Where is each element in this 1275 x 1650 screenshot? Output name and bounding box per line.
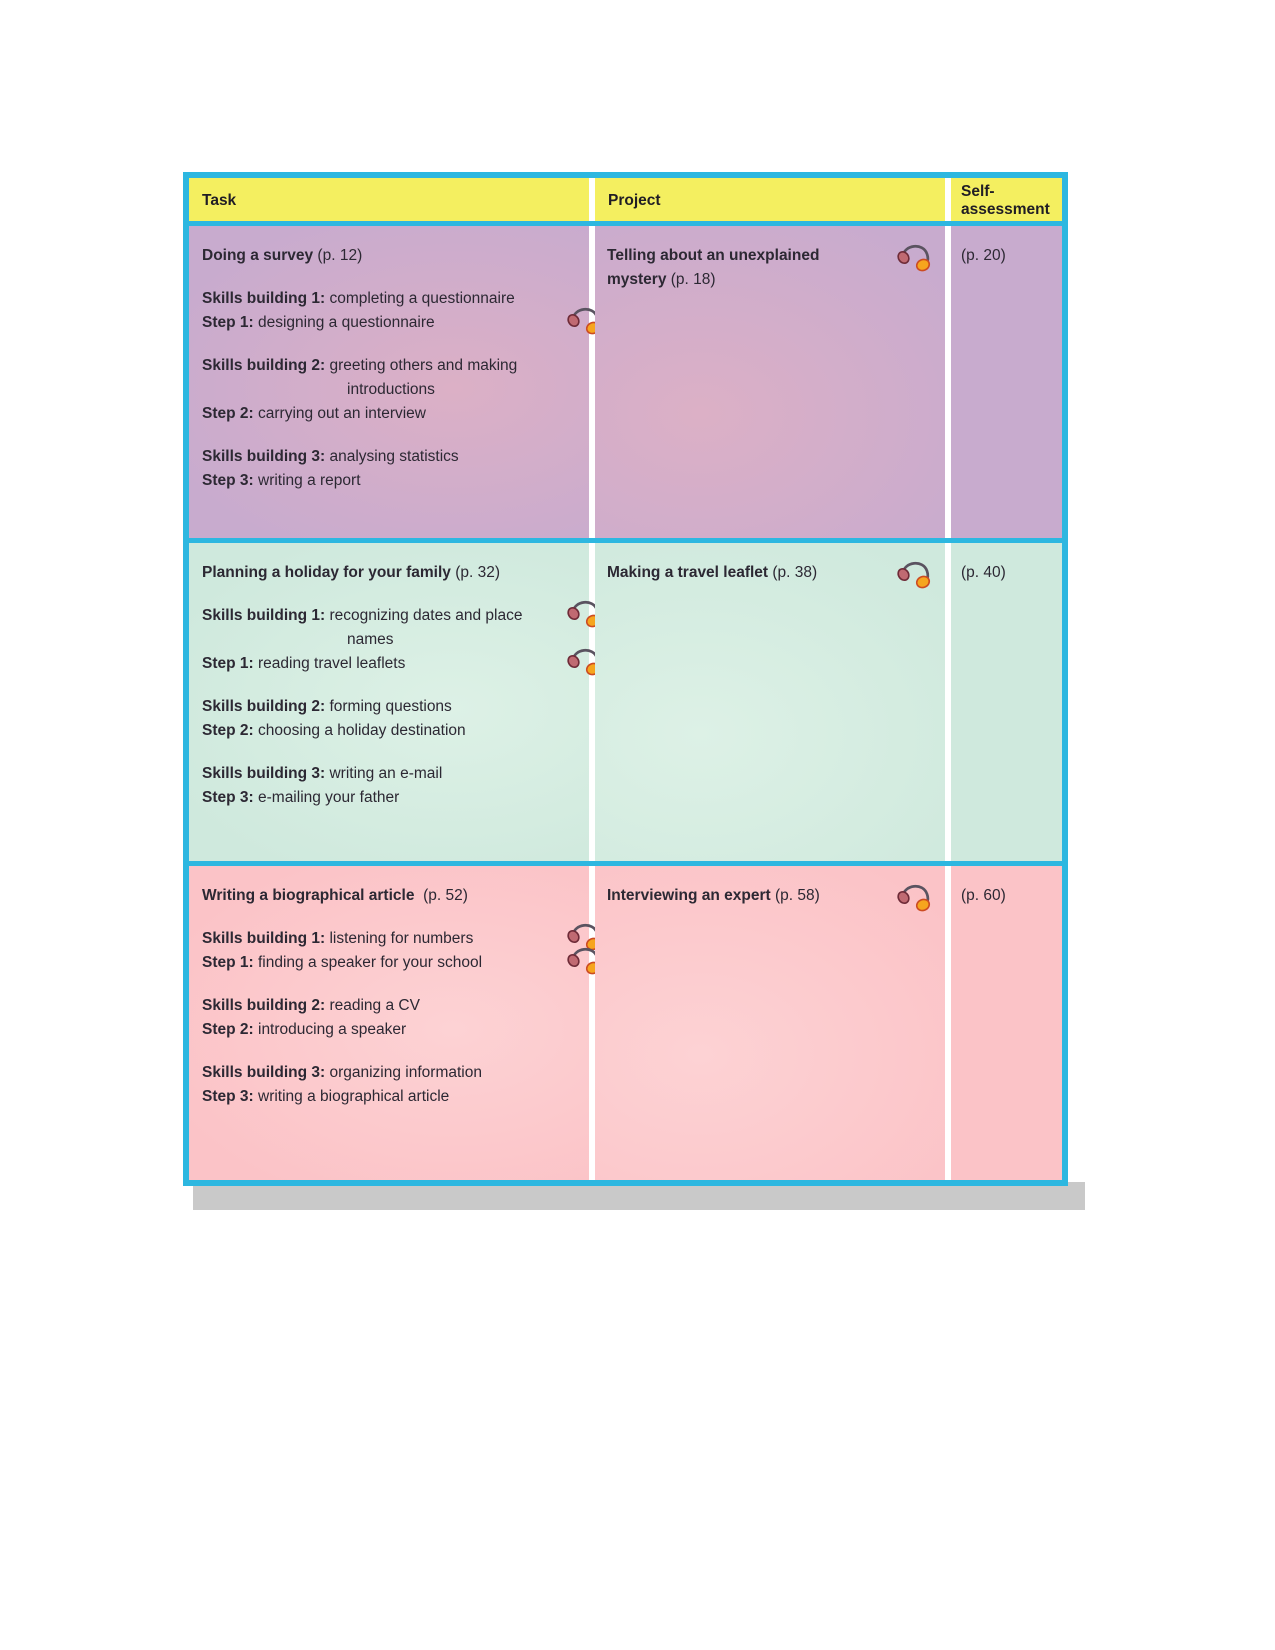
task-line (202, 604, 589, 628)
project-cell (595, 226, 945, 538)
text-segment: mystery (607, 271, 667, 288)
task-line (202, 927, 589, 951)
text-segment: introductions (347, 381, 435, 398)
self-assessment-cell (951, 543, 1062, 861)
task-line (202, 994, 589, 1018)
text-segment: e-mailing your father (253, 789, 400, 806)
task-line (202, 354, 589, 378)
text-segment: Step 2: (202, 405, 254, 422)
text-segment: Step 1: (202, 954, 254, 971)
text-segment: introducing a speaker (253, 1021, 407, 1038)
project-line (607, 244, 935, 268)
task-line (202, 469, 589, 493)
task-line (202, 652, 589, 676)
project-line (607, 561, 935, 585)
text-segment: Step 2: (202, 722, 254, 739)
text-segment: Skills building 2: (202, 698, 326, 715)
text-segment: writing a biographical article (253, 1088, 450, 1105)
text-segment: reading travel leaflets (253, 655, 406, 672)
text-segment: Step 3: (202, 1088, 254, 1105)
text-segment: Interviewing an expert (607, 887, 771, 904)
text-segment: Step 2: (202, 1021, 254, 1038)
text-segment: Telling about an unexplained (607, 247, 820, 264)
task-line (202, 762, 589, 786)
text-segment: Step 3: (202, 472, 254, 489)
task-block (202, 561, 589, 585)
text-segment: Step 1: (202, 314, 254, 331)
text-segment: (p. 52) (414, 887, 468, 904)
task-block (202, 354, 589, 426)
task-line (202, 884, 589, 908)
contents-table (183, 172, 1068, 1186)
task-line (202, 1085, 589, 1109)
text-segment: completing a questionnaire (325, 290, 515, 307)
task-block (202, 604, 589, 676)
project-block (607, 244, 935, 292)
project-cell (595, 866, 945, 1180)
task-block (202, 445, 589, 493)
headphones-icon (895, 882, 933, 914)
task-block (202, 244, 589, 268)
task-line (202, 786, 589, 810)
task-line (202, 287, 589, 311)
text-segment: Planning a holiday for your family (202, 564, 451, 581)
text-segment: Skills building 1: (202, 290, 326, 307)
project-line (607, 268, 935, 292)
text-segment: Doing a survey (202, 247, 314, 264)
task-cell (189, 226, 589, 538)
task-block (202, 762, 589, 810)
task-block (202, 927, 589, 975)
text-segment: Skills building 3: (202, 765, 326, 782)
task-block (202, 884, 589, 908)
text-segment: (p. 58) (770, 887, 820, 904)
task-line (202, 378, 589, 402)
text-segment: Step 3: (202, 789, 254, 806)
text-segment: Skills building 3: (202, 448, 326, 465)
text-segment: (p. 32) (450, 564, 501, 581)
text-segment: (p. 38) (768, 564, 818, 581)
self-assessment-cell (951, 866, 1062, 1180)
task-line (202, 695, 589, 719)
project-block (607, 561, 935, 585)
self-assessment-page-ref: (p. 60) (961, 887, 1006, 904)
text-segment: finding a speaker for your school (253, 954, 483, 971)
task-line (202, 1018, 589, 1042)
task-block (202, 695, 589, 743)
table-row (189, 226, 1062, 538)
task-line (202, 311, 589, 335)
text-segment: Skills building 3: (202, 1064, 326, 1081)
task-cell (189, 543, 589, 861)
header-label-self-assessment: Self-assessment (961, 182, 1050, 218)
task-block (202, 1061, 589, 1109)
text-segment: recognizing dates and place (325, 607, 523, 624)
text-segment: names (347, 631, 394, 648)
self-assessment-page-ref: (p. 20) (961, 247, 1006, 264)
table-row (189, 866, 1062, 1180)
task-block (202, 287, 589, 335)
header-cell-task (189, 178, 589, 221)
header-cell-self-assessment (951, 178, 1062, 221)
text-segment: carrying out an interview (253, 405, 426, 422)
text-segment: Making a travel leaflet (607, 564, 769, 581)
task-cell (189, 866, 589, 1180)
text-segment: Skills building 1: (202, 930, 326, 947)
table-row (189, 543, 1062, 861)
project-line (607, 884, 935, 908)
task-line (202, 951, 589, 975)
self-assessment-page-ref: (p. 40) (961, 564, 1006, 581)
task-line (202, 402, 589, 426)
text-segment: Writing a biographical article (202, 887, 415, 904)
task-line (202, 445, 589, 469)
text-segment: Skills building 2: (202, 997, 326, 1014)
headphones-icon (895, 559, 933, 591)
text-segment: listening for numbers (325, 930, 474, 947)
text-segment: forming questions (325, 698, 452, 715)
project-cell (595, 543, 945, 861)
header-label-project: Project (608, 191, 661, 209)
self-assessment-cell (951, 226, 1062, 538)
project-block (607, 884, 935, 908)
text-segment: organizing information (325, 1064, 482, 1081)
task-line (202, 628, 589, 652)
header-label-task: Task (202, 191, 237, 209)
text-segment: (p. 18) (666, 271, 716, 288)
task-line (202, 561, 589, 585)
text-segment: Step 1: (202, 655, 254, 672)
task-line (202, 719, 589, 743)
task-block (202, 994, 589, 1042)
text-segment: reading a CV (325, 997, 420, 1014)
table-header-row (189, 178, 1062, 221)
task-line (202, 1061, 589, 1085)
text-segment: writing a report (253, 472, 361, 489)
table-drop-shadow (193, 1182, 1085, 1210)
text-segment: writing an e-mail (325, 765, 443, 782)
text-segment: analysing statistics (325, 448, 459, 465)
text-segment: Skills building 2: (202, 357, 326, 374)
text-segment: choosing a holiday destination (253, 722, 466, 739)
header-cell-project (595, 178, 945, 221)
text-segment: (p. 12) (313, 247, 363, 264)
text-segment: designing a questionnaire (253, 314, 435, 331)
task-line (202, 244, 589, 268)
text-segment: greeting others and making (325, 357, 518, 374)
text-segment: Skills building 1: (202, 607, 326, 624)
